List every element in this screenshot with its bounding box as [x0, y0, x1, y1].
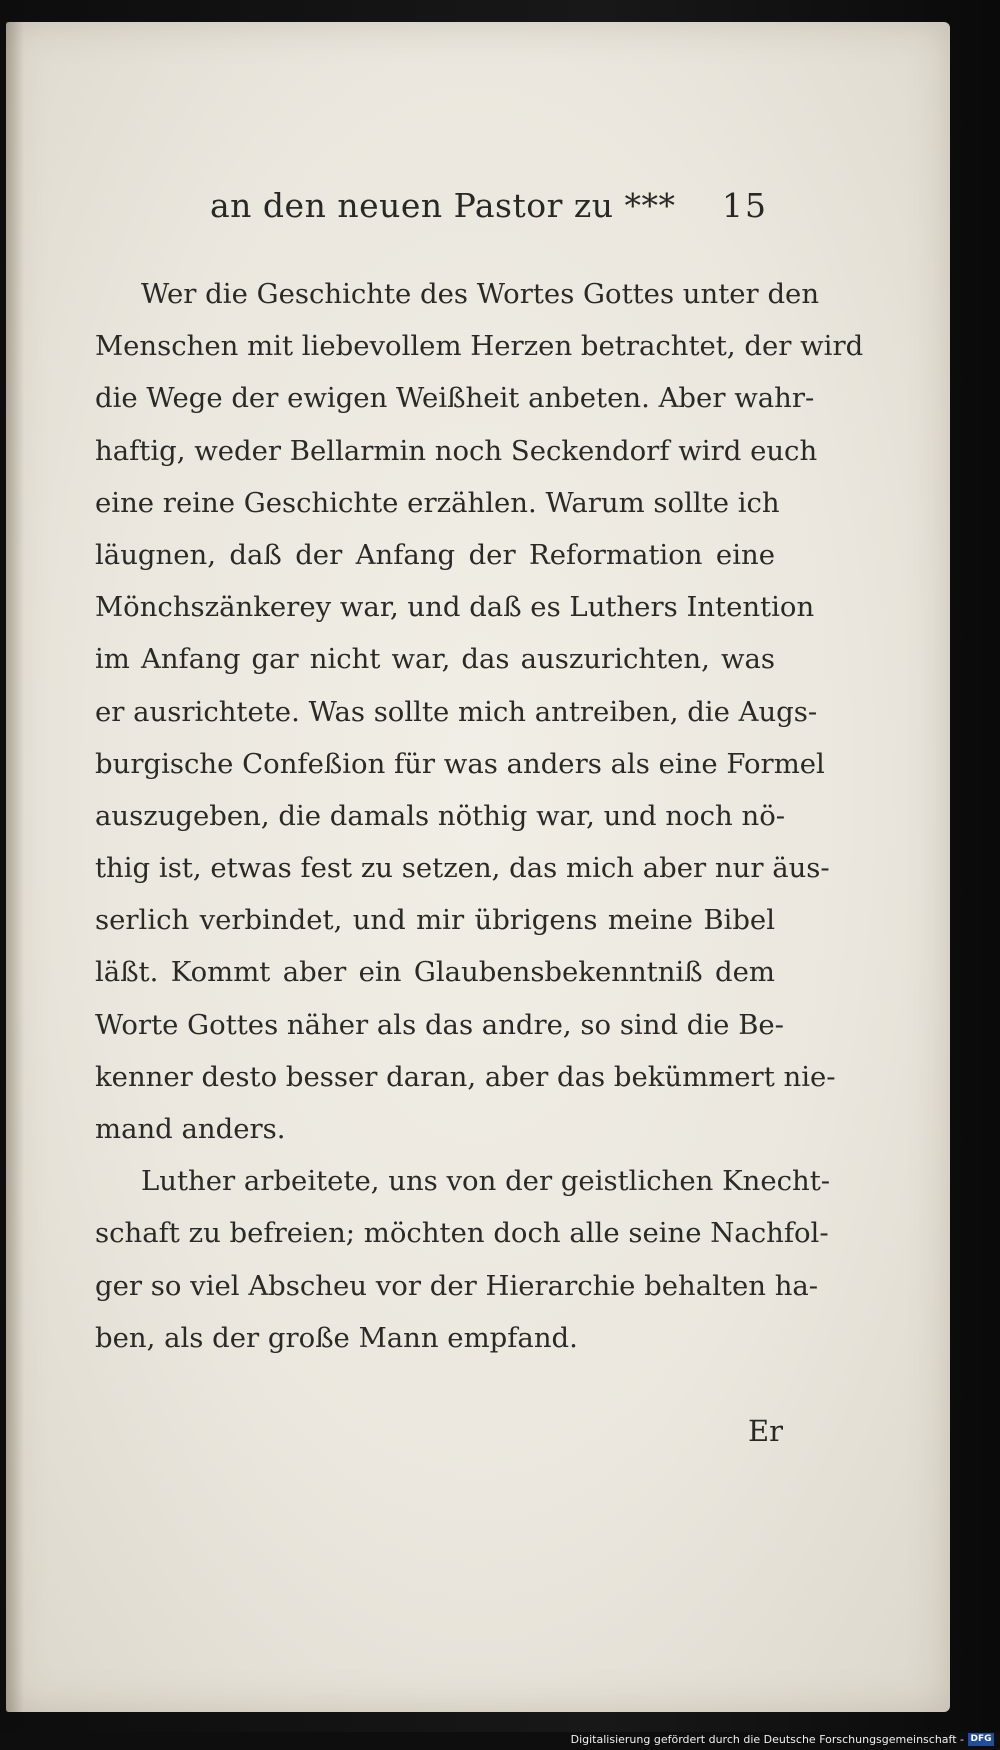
- catchword: Er: [748, 1414, 784, 1448]
- text-line: im Anfang gar nicht war, das auszurichten, was: [95, 643, 775, 676]
- text-line: er ausrichtete. Was sollte mich antreiben, die Augs-: [95, 695, 818, 728]
- text-line: ben, als der große Mann empfand.: [95, 1321, 578, 1354]
- text-line: burgische Confeßion für was anders als eine Formel: [95, 747, 825, 780]
- text-line: Worte Gottes näher als das andre, so sind die Be-: [95, 1008, 784, 1041]
- footer-credit: Digitalisierung gefördert durch die Deutsche Forschungsgemeinschaft -: [570, 1733, 964, 1746]
- text-line: kenner desto besser daran, aber das bekümmert nie-: [95, 1060, 836, 1093]
- text-line: läßt. Kommt aber ein Glaubensbekenntniß dem: [95, 956, 775, 989]
- text-line: eine reine Geschichte erzählen. Warum sollte ich: [95, 486, 780, 519]
- text-line: serlich verbindet, und mir übrigens meine Bibel: [95, 904, 775, 937]
- text-line: Luther arbeitete, uns von der geistlichen Knecht-: [141, 1165, 831, 1198]
- text-line: die Wege der ewigen Weißheit anbeten. Aber wahr-: [95, 382, 815, 415]
- body-text: [95, 268, 864, 1364]
- text-line: ger so viel Abscheu vor der Hierarchie behalten ha-: [95, 1269, 819, 1302]
- text-line: haftig, weder Bellarmin noch Seckendorf wird euch: [95, 434, 818, 467]
- text-line: Mönchszänkerey war, und daß es Luthers Intention: [95, 591, 815, 624]
- dfg-logo: DFG: [968, 1733, 994, 1746]
- text-line: schaft zu befreien; möchten doch alle seine Nachfol-: [95, 1217, 829, 1250]
- text-line: Menschen mit liebevollem Herzen betrachtet, der wird: [95, 330, 864, 363]
- text-line: thig ist, etwas fest zu setzen, das mich aber nur äus-: [95, 852, 830, 885]
- text-line: mand anders.: [95, 1113, 286, 1145]
- text-line: läugnen, daß der Anfang der Reformation eine: [95, 538, 775, 571]
- page-number: 15: [722, 186, 768, 225]
- text-line: Wer die Geschichte des Wortes Gottes unter den: [141, 278, 820, 310]
- text-line: auszugeben, die damals nöthig war, und noch nö-: [95, 799, 786, 832]
- running-head: an den neuen Pastor zu ***: [210, 186, 676, 225]
